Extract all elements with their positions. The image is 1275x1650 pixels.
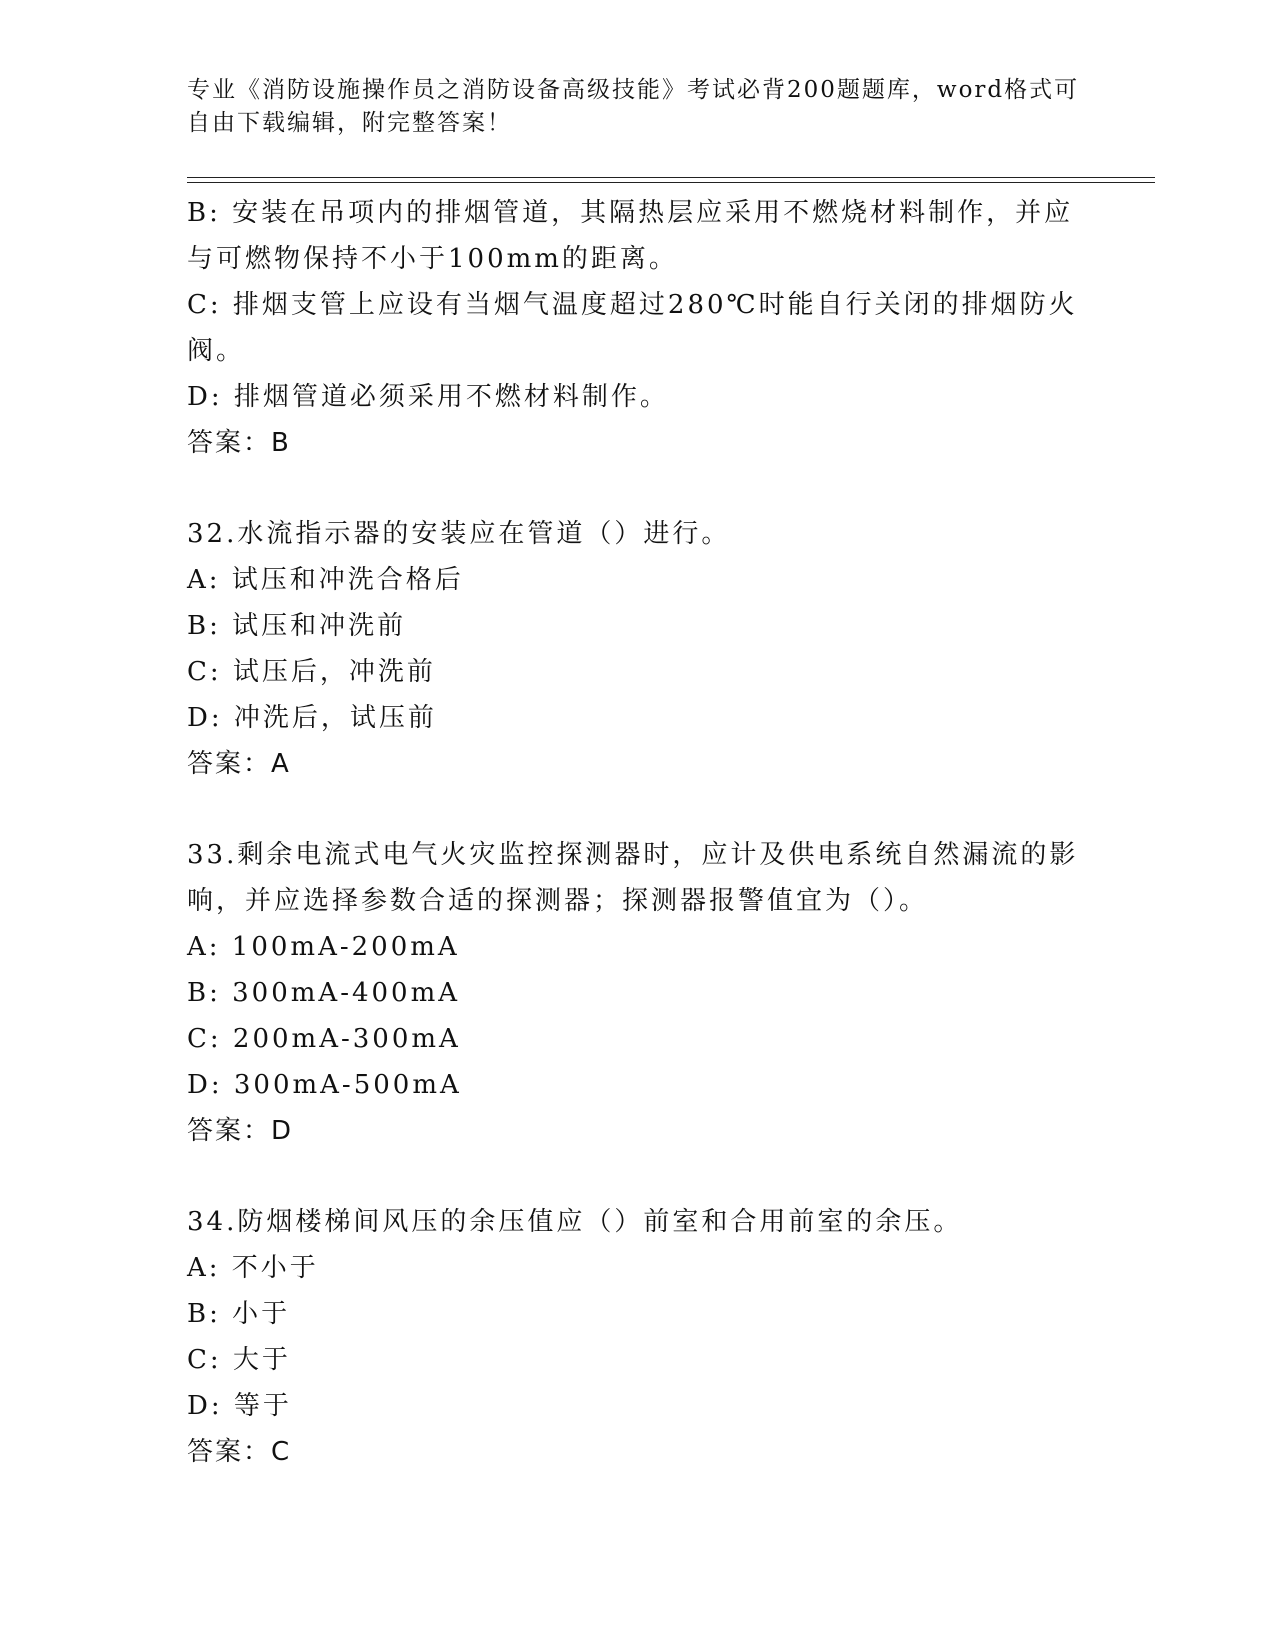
option-a: A: 不小于 [187,1253,319,1283]
option-b: B: 试压和冲洗前 [187,611,407,641]
header-rule-bottom [187,182,1155,183]
answer-line: 答案：A [187,749,291,779]
option-d: D: 排烟管道必须采用不燃材料制作。 [187,382,669,412]
option-a: A: 试压和冲洗合格后 [187,565,464,595]
option-c: C: 试压后，冲洗前 [187,657,436,687]
header-rule-top [187,177,1155,178]
question-content [187,190,1087,1475]
question-stem: 34.防烟楼梯间风压的余压值应（）前室和合用前室的余压。 [187,1207,963,1237]
option-c: C: 200mA-300mA [187,1024,461,1054]
answer-line: 答案：D [187,1116,294,1146]
header-line-2: 自由下载编辑，附完整答案！ [187,110,512,136]
question-stem-line-1: 33.剩余电流式电气火灾监控探测器时，应计及供电系统自然漏流的影 [187,840,1079,870]
option-d: D: 300mA-500mA [187,1070,462,1100]
question-32 [187,511,1087,787]
option-a: A: 100mA-200mA [187,932,460,962]
answer-line: 答案：B [187,428,291,458]
header-line-1: 专业《消防设施操作员之消防设备高级技能》考试必背200题题库，word格式可 [187,77,1080,103]
spacer [187,787,1087,832]
option-b-line-2: 与可燃物保持不小于100mm的距离。 [187,244,678,274]
option-c: C: 大于 [187,1345,291,1375]
option-c-line-1: C: 排烟支管上应设有当烟气温度超过280℃时能自行关闭的排烟防火 [187,290,1078,320]
option-c-line-2: 阀。 [187,336,246,366]
question-stem: 32.水流指示器的安装应在管道（）进行。 [187,519,731,549]
option-d: D: 冲洗后，试压前 [187,703,437,733]
question-33 [187,832,1087,1154]
option-b: B: 300mA-400mA [187,978,461,1008]
spacer [187,1154,1087,1199]
document-header [187,74,1080,140]
option-b: B: 小于 [187,1299,291,1329]
answer-line: 答案：C [187,1437,292,1467]
question-34 [187,1199,1087,1475]
option-b-line-1: B: 安装在吊项内的排烟管道，其隔热层应采用不燃烧材料制作，并应 [187,198,1074,228]
question-stem-line-2: 响，并应选择参数合适的探测器；探测器报警值宜为（）。 [187,886,929,916]
option-d: D: 等于 [187,1391,292,1421]
spacer [187,466,1087,511]
question-31-continued [187,190,1087,466]
